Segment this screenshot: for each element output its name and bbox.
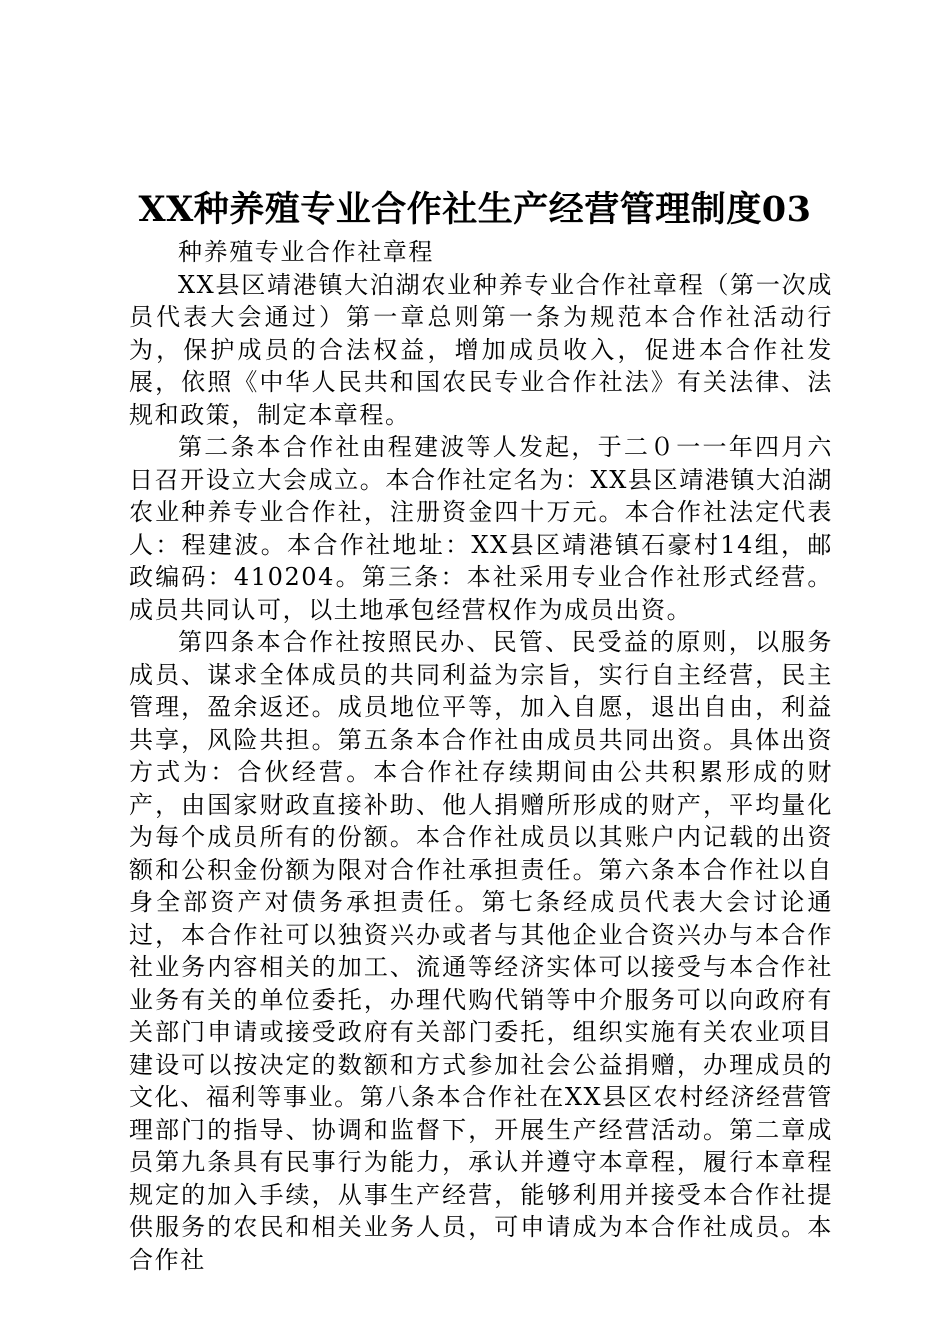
paragraph: 第二条本合作社由程建波等人发起，于二０一一年四月六日召开设立大会成立。本合作社定名为：XX县区靖港镇大泊湖农业种养专业合作社，注册资金四十万元。本合作社法定代表人：程建波。本合作社地址：XX县区靖港镇石豪村14组，邮政编码：410204。第三条：本社采用专业合作社形式经营。成员共同认可，以土地承包经营权作为成员出资。 xyxy=(129,433,833,624)
paragraph: XX县区靖港镇大泊湖农业种养专业合作社章程（第一次成员代表大会通过）第一章总则第一条为规范本合作社活动行为，保护成员的合法权益，增加成员收入，促进本合作社发展，依照《中华人民共和国农民专业合作社法》有关法律、法规和政策，制定本章程。 xyxy=(129,270,833,429)
paragraph: 第四条本合作社按照民办、民管、民受益的原则，以服务成员、谋求全体成员的共同利益为宗旨，实行自主经营，民主管理，盈余返还。成员地位平等，加入自愿，退出自由，利益共享，风险共担。第五条本合作社由成员共同出资。具体出资方式为：合伙经营。本合作社存续期间由公共积累形成的财产，由国家财政直接补助、他人捐赠所形成的财产，平均量化为每个成员所有的份额。本合作社成员以其账户内记载的出资额和公积金份额为限对合作社承担责任。第六条本合作社以自身全部资产对债务承担责任。第七条经成员代表大会讨论通过，本合作社可以独资兴办或者与其他企业合资兴办与本合作社业务内容相关的加工、流通等经济实体可以接受与本合作社业务有关的单位委托，办理代购代销等中介服务可以向政府有关部门申请或接受政府有关部门委托，组织实施有关农业项目建设可以按决定的数额和方式参加社会公益捐赠，办理成员的文化、福利等事业。第八条本合作社在XX县区农村经济经营管理部门的指导、协调和监督下，开展生产经营活动。第二章成员第九条具有民事行为能力，承认并遵守本章程，履行本章程规定的加入手续，从事生产经营，能够利用并接受本合作社提供服务的农民和相关业务人员，可申请成为本合作社成员。本合作社 xyxy=(129,628,833,1274)
paragraph-subtitle: 种养殖专业合作社章程 xyxy=(178,238,434,266)
document-body xyxy=(129,236,833,1276)
document-title: XX种养殖专业合作社生产经营管理制度03 xyxy=(138,189,812,230)
